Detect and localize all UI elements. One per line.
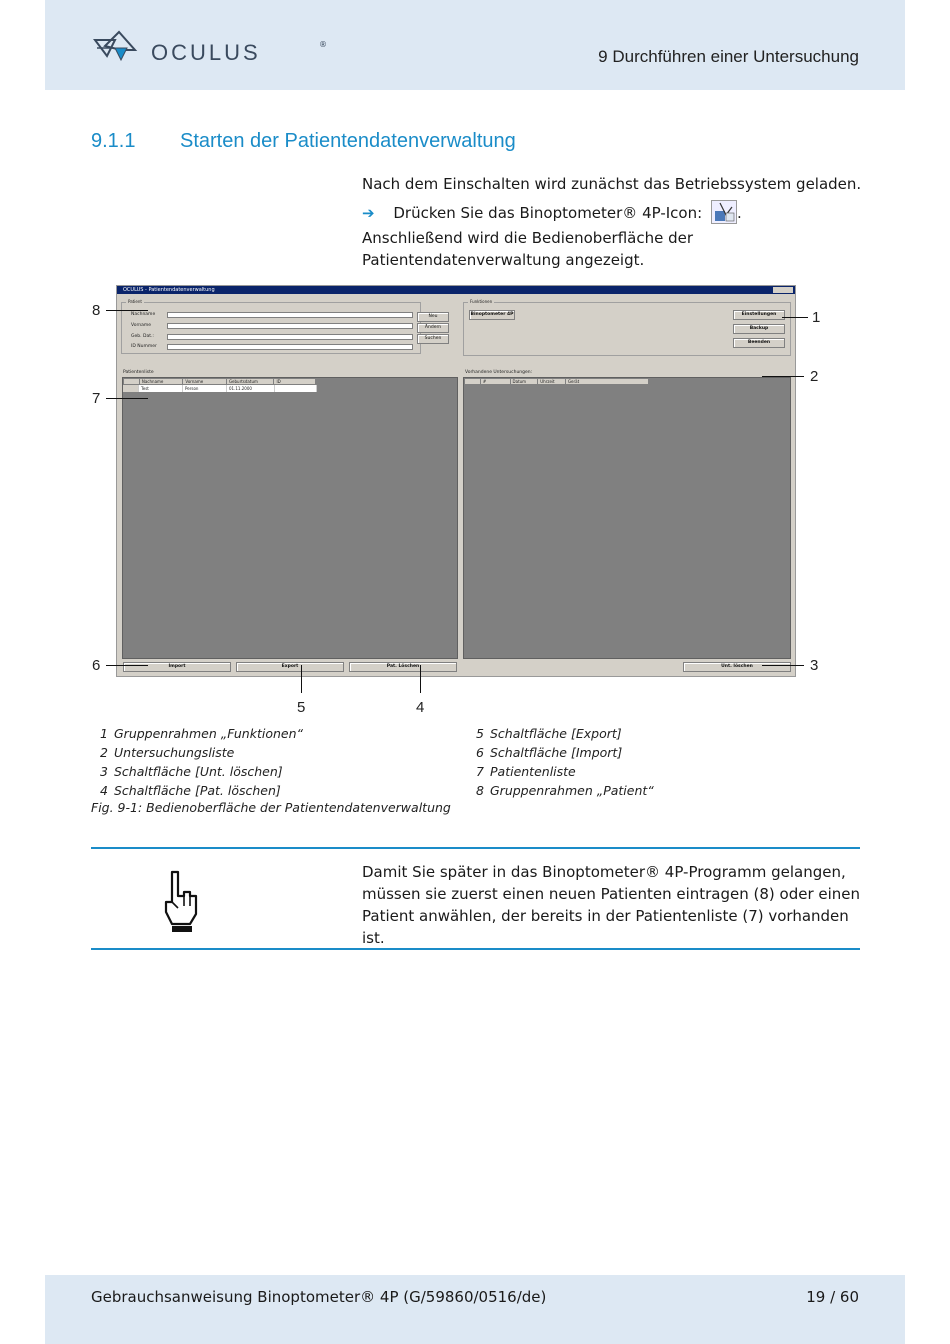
window-title: OCULUS - Patientendatenverwaltung — [123, 287, 215, 293]
aendern-button[interactable]: Ändern — [417, 323, 449, 333]
oculus-logo-icon — [91, 26, 149, 70]
page-footer — [45, 1275, 905, 1344]
funktionen-group-label: Funktionen — [470, 299, 493, 304]
callout-5: 5 — [297, 699, 306, 716]
backup-button[interactable]: Backup — [733, 324, 785, 334]
callout-line-5 — [301, 665, 302, 693]
footer-document-title: Gebrauchsanweisung Binoptometer® 4P (G/59860/0516/de) — [91, 1288, 547, 1306]
vorname-field[interactable] — [167, 323, 413, 329]
beenden-button[interactable]: Beenden — [733, 338, 785, 348]
section-number: 9.1.1 — [91, 130, 136, 152]
callout-line-3 — [762, 665, 804, 666]
neu-button[interactable]: Neu — [417, 312, 449, 322]
legend-item: 4 Schaltfläche [Pat. löschen] — [100, 783, 281, 798]
note-top-rule — [91, 847, 860, 849]
field-label-nachname: Nachname — [131, 312, 156, 317]
legend-right — [472, 724, 654, 800]
col-nachname[interactable]: Nachname — [140, 379, 184, 384]
window-controls-icon[interactable] — [773, 287, 793, 293]
legend-item: 1 Gruppenrahmen „Funktionen“ — [100, 726, 303, 741]
cell-vorname: Person — [183, 385, 227, 392]
cell-nachname: Test — [139, 385, 183, 392]
footer-page-number: 19 / 60 — [806, 1288, 859, 1306]
patientenliste-panel[interactable] — [122, 377, 458, 659]
binoptometer-4p-icon — [711, 200, 737, 224]
row-indicator — [123, 385, 139, 392]
legend-item: 7 Patientenliste — [476, 764, 576, 779]
intro-step — [362, 200, 742, 224]
callout-line-4 — [420, 665, 421, 693]
einstellungen-button[interactable]: Einstellungen — [733, 310, 785, 320]
cell-geburtsdatum: 01.11.2000 — [227, 385, 275, 392]
legend-item: 6 Schaltfläche [Import] — [476, 745, 623, 760]
untersuchungsliste-header — [464, 378, 650, 385]
col-geraet[interactable]: Gerät — [566, 379, 649, 384]
page-header — [45, 0, 905, 90]
untersuchungsliste-panel[interactable] — [463, 377, 791, 659]
intro-line-1: Nach dem Einschalten wird zunächst das Betriebssystem geladen. — [362, 175, 862, 193]
logo-registered-mark: ® — [319, 40, 327, 49]
pointing-hand-icon — [158, 868, 202, 936]
callout-line-6 — [106, 665, 148, 666]
exam-row-indicator-header — [465, 379, 481, 384]
col-geburtsdatum[interactable]: Geburtsdatum — [227, 379, 275, 384]
col-vorname[interactable]: Vorname — [183, 379, 227, 384]
cell-id — [275, 385, 317, 392]
oculus-logo — [91, 26, 327, 70]
unt-loeschen-button[interactable]: Unt. löschen — [683, 662, 791, 672]
row-indicator-header — [124, 379, 140, 384]
export-button[interactable]: Export — [236, 662, 344, 672]
intro-step-text: Drücken Sie das Binoptometer® 4P-Icon: — [393, 204, 703, 222]
callout-line-7 — [106, 398, 148, 399]
legend-item: 5 Schaltfläche [Export] — [476, 726, 622, 741]
import-button[interactable]: Import — [123, 662, 231, 672]
field-label-vorname: Vorname — [131, 323, 152, 328]
gebdat-field[interactable] — [167, 334, 413, 340]
callout-8: 8 — [92, 302, 101, 319]
callout-line-2 — [762, 376, 804, 377]
legend-item: 8 Gruppenrahmen „Patient“ — [476, 783, 654, 798]
patientenliste-label: Patientenliste — [123, 370, 154, 375]
legend-left — [96, 724, 303, 800]
section-title: Starten der Patientendatenverwaltung — [180, 130, 516, 152]
intro-line-3: Anschließend wird die Bedienoberfläche der Patientendatenverwaltung angezeigt. — [362, 229, 694, 269]
callout-4: 4 — [416, 699, 425, 716]
note-bottom-rule — [91, 948, 860, 950]
idnummer-field[interactable] — [167, 344, 413, 350]
figure-caption: Fig. 9-1: Bedienoberfläche der Patientendatenverwaltung — [91, 800, 451, 815]
patientendatenverwaltung-screenshot — [116, 285, 796, 677]
callout-line-1 — [782, 317, 808, 318]
callout-3: 3 — [810, 657, 819, 674]
note-text: Damit Sie später in das Binoptometer® 4P-Programm gelangen, müssen sie zuerst einen neuen Patienten eintragen (8) oder einen Patient anwählen, der bereits in der Patientenliste (7) vorhanden ist. — [362, 863, 861, 947]
callout-6: 6 — [92, 657, 101, 674]
patientenliste-header — [123, 378, 317, 385]
patient-group-label: Patient — [128, 299, 142, 304]
callout-line-8 — [106, 310, 148, 311]
nachname-field[interactable] — [167, 312, 413, 318]
col-nummer[interactable]: # — [481, 379, 511, 384]
chapter-title: 9 Durchführen einer Untersuchung — [598, 47, 859, 66]
col-uhrzeit[interactable]: Uhrzeit — [538, 379, 566, 384]
callout-1: 1 — [812, 309, 821, 326]
logo-text: OCULUS — [151, 40, 261, 65]
step-arrow-icon: ➔ — [362, 204, 375, 222]
callout-7: 7 — [92, 390, 101, 407]
binoptometer-4p-button[interactable]: Binoptometer 4P — [469, 310, 515, 320]
window-titlebar — [117, 286, 795, 294]
col-id[interactable]: ID — [274, 379, 316, 384]
legend-item: 2 Untersuchungsliste — [100, 745, 235, 760]
pat-loeschen-button[interactable]: Pat. Löschen — [349, 662, 457, 672]
field-label-idnummer: ID Nummer — [131, 344, 157, 349]
callout-2: 2 — [810, 368, 819, 385]
col-datum[interactable]: Datum — [511, 379, 539, 384]
suchen-button[interactable]: Suchen — [417, 334, 449, 344]
intro-step-end: . — [736, 204, 742, 222]
field-label-gebdat: Geb. Dat.: — [131, 334, 154, 339]
table-row[interactable] — [123, 385, 317, 392]
untersuchungen-label: Vorhandene Untersuchungen: — [465, 370, 533, 375]
legend-item: 3 Schaltfläche [Unt. löschen] — [100, 764, 283, 779]
